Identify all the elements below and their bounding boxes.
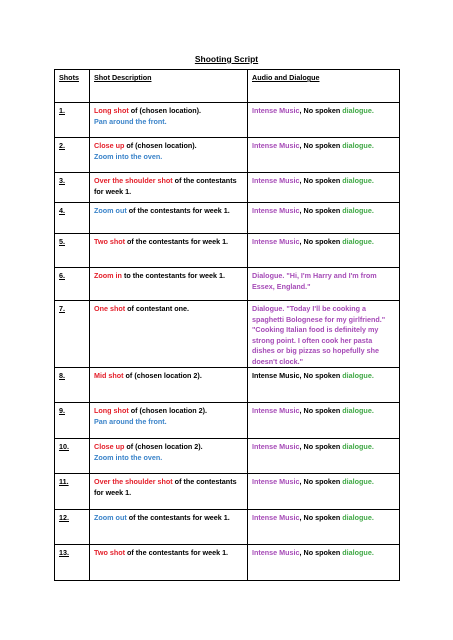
description-segment: to the contestants for week 1. — [121, 271, 225, 280]
header-shot-description: Shot Description — [90, 70, 248, 103]
audio-segment: Essex, England." — [252, 281, 311, 291]
audio-line — [252, 176, 396, 187]
table-row — [55, 203, 400, 234]
audio-segment: Dialogue. "Hi, I'm Harry and I'm from — [252, 271, 377, 280]
description-segment: Pan around the front. — [94, 416, 167, 426]
shot-number: 9. — [59, 406, 65, 415]
audio-line — [252, 513, 396, 524]
table-row — [55, 510, 400, 545]
shot-number-cell — [55, 301, 90, 368]
audio-line — [252, 442, 396, 453]
shot-number: 13. — [59, 548, 69, 557]
description-segment: of the contestants — [172, 477, 237, 486]
description-line — [94, 141, 244, 152]
shot-number: 4. — [59, 206, 65, 215]
audio-segment: Intense Music — [252, 176, 300, 185]
description-line — [94, 206, 244, 217]
description-segment: Zoom in — [94, 271, 122, 280]
description-segment: Close up — [94, 442, 125, 451]
audio-segment: dialogue. — [342, 548, 374, 557]
audio-line — [252, 357, 396, 368]
description-segment: of (chosen location 2). — [124, 442, 203, 451]
table-row — [55, 138, 400, 173]
shot-number: 2. — [59, 141, 65, 150]
description-segment: Over the shoulder shot — [94, 176, 173, 185]
shot-description-cell — [90, 301, 248, 368]
description-line — [94, 304, 244, 315]
description-segment: Long shot — [94, 106, 129, 115]
shot-number-cell — [55, 474, 90, 510]
shot-number-cell — [55, 439, 90, 474]
audio-line — [252, 548, 396, 559]
audio-line — [252, 371, 396, 382]
table-row — [55, 268, 400, 301]
shot-description-cell — [90, 173, 248, 203]
shot-number: 8. — [59, 371, 65, 380]
description-segment: of contestant one. — [125, 304, 190, 313]
audio-segment: dishes or big pizzas so hopefully she — [252, 346, 380, 355]
audio-segment: , No spoken — [299, 513, 343, 522]
description-line — [94, 488, 244, 499]
audio-dialogue-cell — [248, 173, 400, 203]
audio-line — [252, 141, 396, 152]
audio-segment: Intense Music — [252, 237, 300, 246]
description-line — [94, 442, 244, 453]
shot-number-cell — [55, 138, 90, 173]
shooting-script-table — [54, 69, 400, 581]
audio-line — [252, 406, 396, 417]
description-segment: Long shot — [94, 406, 129, 415]
audio-segment: Intense Music — [252, 513, 300, 522]
header-shots: Shots — [55, 70, 90, 103]
description-segment: of the contestants for week 1. — [125, 237, 229, 246]
shot-number: 10. — [59, 442, 69, 451]
description-segment: Mid shot — [94, 371, 124, 380]
shot-number: 1. — [59, 106, 65, 115]
audio-segment: Intense Music — [252, 206, 300, 215]
shot-number: 11. — [59, 477, 69, 486]
audio-segment: "Cooking Italian food is definitely my — [252, 325, 379, 334]
shot-number-cell — [55, 368, 90, 403]
audio-segment: doesn't clock." — [252, 356, 304, 366]
shot-description-cell — [90, 234, 248, 268]
description-segment: for week 1. — [94, 487, 132, 497]
audio-segment: dialogue. — [342, 106, 374, 115]
audio-line — [252, 477, 396, 488]
description-segment: Zoom into the oven. — [94, 452, 163, 462]
description-segment: of (chosen location). — [128, 106, 202, 115]
shot-number: 5. — [59, 237, 65, 246]
audio-segment: , No spoken — [299, 106, 343, 115]
audio-segment: dialogue. — [342, 406, 374, 415]
audio-segment: dialogue. — [342, 513, 374, 522]
audio-dialogue-cell — [248, 203, 400, 234]
shot-number-cell — [55, 510, 90, 545]
shot-description-cell — [90, 138, 248, 173]
description-segment: of the contestants for week 1. — [126, 513, 230, 522]
audio-segment: dialogue. — [342, 176, 374, 185]
shot-number-cell — [55, 173, 90, 203]
audio-segment: , No spoken — [299, 477, 343, 486]
description-line — [94, 453, 244, 464]
shot-description-cell — [90, 103, 248, 138]
shot-description-cell — [90, 439, 248, 474]
shot-description-cell — [90, 545, 248, 581]
audio-dialogue-cell — [248, 103, 400, 138]
description-segment: Zoom out — [94, 206, 127, 215]
audio-segment: dialogue. — [342, 237, 374, 246]
audio-dialogue-cell — [248, 545, 400, 581]
audio-line — [252, 206, 396, 217]
shot-number-cell — [55, 268, 90, 301]
audio-segment: , No spoken — [299, 442, 343, 451]
audio-segment: Intense Music — [252, 106, 300, 115]
audio-dialogue-cell — [248, 301, 400, 368]
description-line — [94, 271, 244, 282]
description-line — [94, 187, 244, 198]
audio-segment: Intense Music, No spoken — [252, 371, 343, 380]
audio-dialogue-cell — [248, 234, 400, 268]
table-row — [55, 173, 400, 203]
description-segment: Zoom out — [94, 513, 127, 522]
description-segment: for week 1. — [94, 186, 132, 196]
table-row — [55, 234, 400, 268]
shot-number: 3. — [59, 176, 65, 185]
table-row — [55, 545, 400, 581]
audio-segment: spaghetti Bolognese for my girlfriend." — [252, 314, 386, 324]
audio-segment: dialogue. — [342, 477, 374, 486]
table-header-row — [55, 70, 400, 103]
shot-number: 6. — [59, 271, 65, 280]
description-segment: Over the shoulder shot — [94, 477, 173, 486]
audio-dialogue-cell — [248, 510, 400, 545]
description-segment: of (chosen location 2). — [128, 406, 208, 415]
shot-number-cell — [55, 203, 90, 234]
audio-segment: Intense Music — [252, 477, 300, 486]
audio-segment: Intense Music — [252, 442, 300, 451]
description-segment: Two shot — [94, 548, 126, 557]
audio-segment: , No spoken — [299, 548, 343, 557]
audio-line — [252, 304, 396, 315]
description-line — [94, 477, 244, 488]
audio-segment: , No spoken — [299, 237, 343, 246]
audio-line — [252, 106, 396, 117]
audio-dialogue-cell — [248, 403, 400, 439]
table-row — [55, 103, 400, 138]
description-segment: of the contestants for week 1. — [126, 206, 230, 215]
description-line — [94, 106, 244, 117]
shot-number-cell — [55, 545, 90, 581]
description-segment: One shot — [94, 304, 126, 313]
description-segment: Pan around the front. — [94, 116, 167, 126]
audio-segment: dialogue. — [342, 206, 374, 215]
shot-description-cell — [90, 368, 248, 403]
description-line — [94, 548, 244, 559]
audio-segment: Intense Music — [252, 406, 300, 415]
audio-segment: , No spoken — [299, 206, 343, 215]
shot-description-cell — [90, 474, 248, 510]
audio-segment: dialogue. — [342, 371, 374, 380]
audio-segment: strong point. I often cook her pasta — [252, 335, 373, 345]
audio-line — [252, 336, 396, 347]
audio-segment: dialogue. — [342, 442, 374, 451]
shot-number-cell — [55, 234, 90, 268]
shot-number: 12. — [59, 513, 69, 522]
description-line — [94, 417, 244, 428]
shot-number-cell — [55, 403, 90, 439]
description-segment: Zoom into the oven. — [94, 151, 163, 161]
audio-segment: dialogue. — [342, 141, 374, 150]
audio-segment: , No spoken — [299, 176, 343, 185]
audio-dialogue-cell — [248, 268, 400, 301]
audio-line — [252, 271, 396, 282]
audio-dialogue-cell — [248, 138, 400, 173]
description-line — [94, 117, 244, 128]
audio-segment: Intense Music — [252, 141, 300, 150]
description-segment: of (chosen location). — [124, 141, 197, 150]
audio-segment: Dialogue. "Today I'll be cooking a — [252, 304, 367, 313]
audio-segment: , No spoken — [299, 406, 343, 415]
description-line — [94, 176, 244, 187]
table-body — [55, 103, 400, 581]
audio-line — [252, 282, 396, 293]
audio-dialogue-cell — [248, 439, 400, 474]
description-line — [94, 237, 244, 248]
audio-line — [252, 237, 396, 248]
shot-number-cell — [55, 103, 90, 138]
audio-segment: , No spoken — [299, 141, 343, 150]
description-line — [94, 406, 244, 417]
description-line — [94, 513, 244, 524]
audio-segment: Intense Music — [252, 548, 300, 557]
table-row — [55, 403, 400, 439]
audio-dialogue-cell — [248, 368, 400, 403]
audio-line — [252, 315, 396, 326]
shot-description-cell — [90, 510, 248, 545]
header-audio-dialogue: Audio and Dialogue — [248, 70, 400, 103]
description-line — [94, 152, 244, 163]
table-row — [55, 301, 400, 368]
description-segment: Close up — [94, 141, 125, 150]
description-segment: of (chosen location 2). — [123, 371, 202, 380]
table-row — [55, 368, 400, 403]
shot-description-cell — [90, 203, 248, 234]
description-line — [94, 371, 244, 382]
table-row — [55, 439, 400, 474]
description-segment: of the contestants for week 1. — [125, 548, 229, 557]
audio-dialogue-cell — [248, 474, 400, 510]
description-segment: of the contestants — [172, 176, 237, 185]
audio-line — [252, 346, 396, 357]
shot-description-cell — [90, 403, 248, 439]
shot-description-cell — [90, 268, 248, 301]
audio-line — [252, 325, 396, 336]
table-row — [55, 474, 400, 510]
description-segment: Two shot — [94, 237, 126, 246]
shot-number: 7. — [59, 304, 65, 313]
document-title: Shooting Script — [194, 54, 259, 64]
